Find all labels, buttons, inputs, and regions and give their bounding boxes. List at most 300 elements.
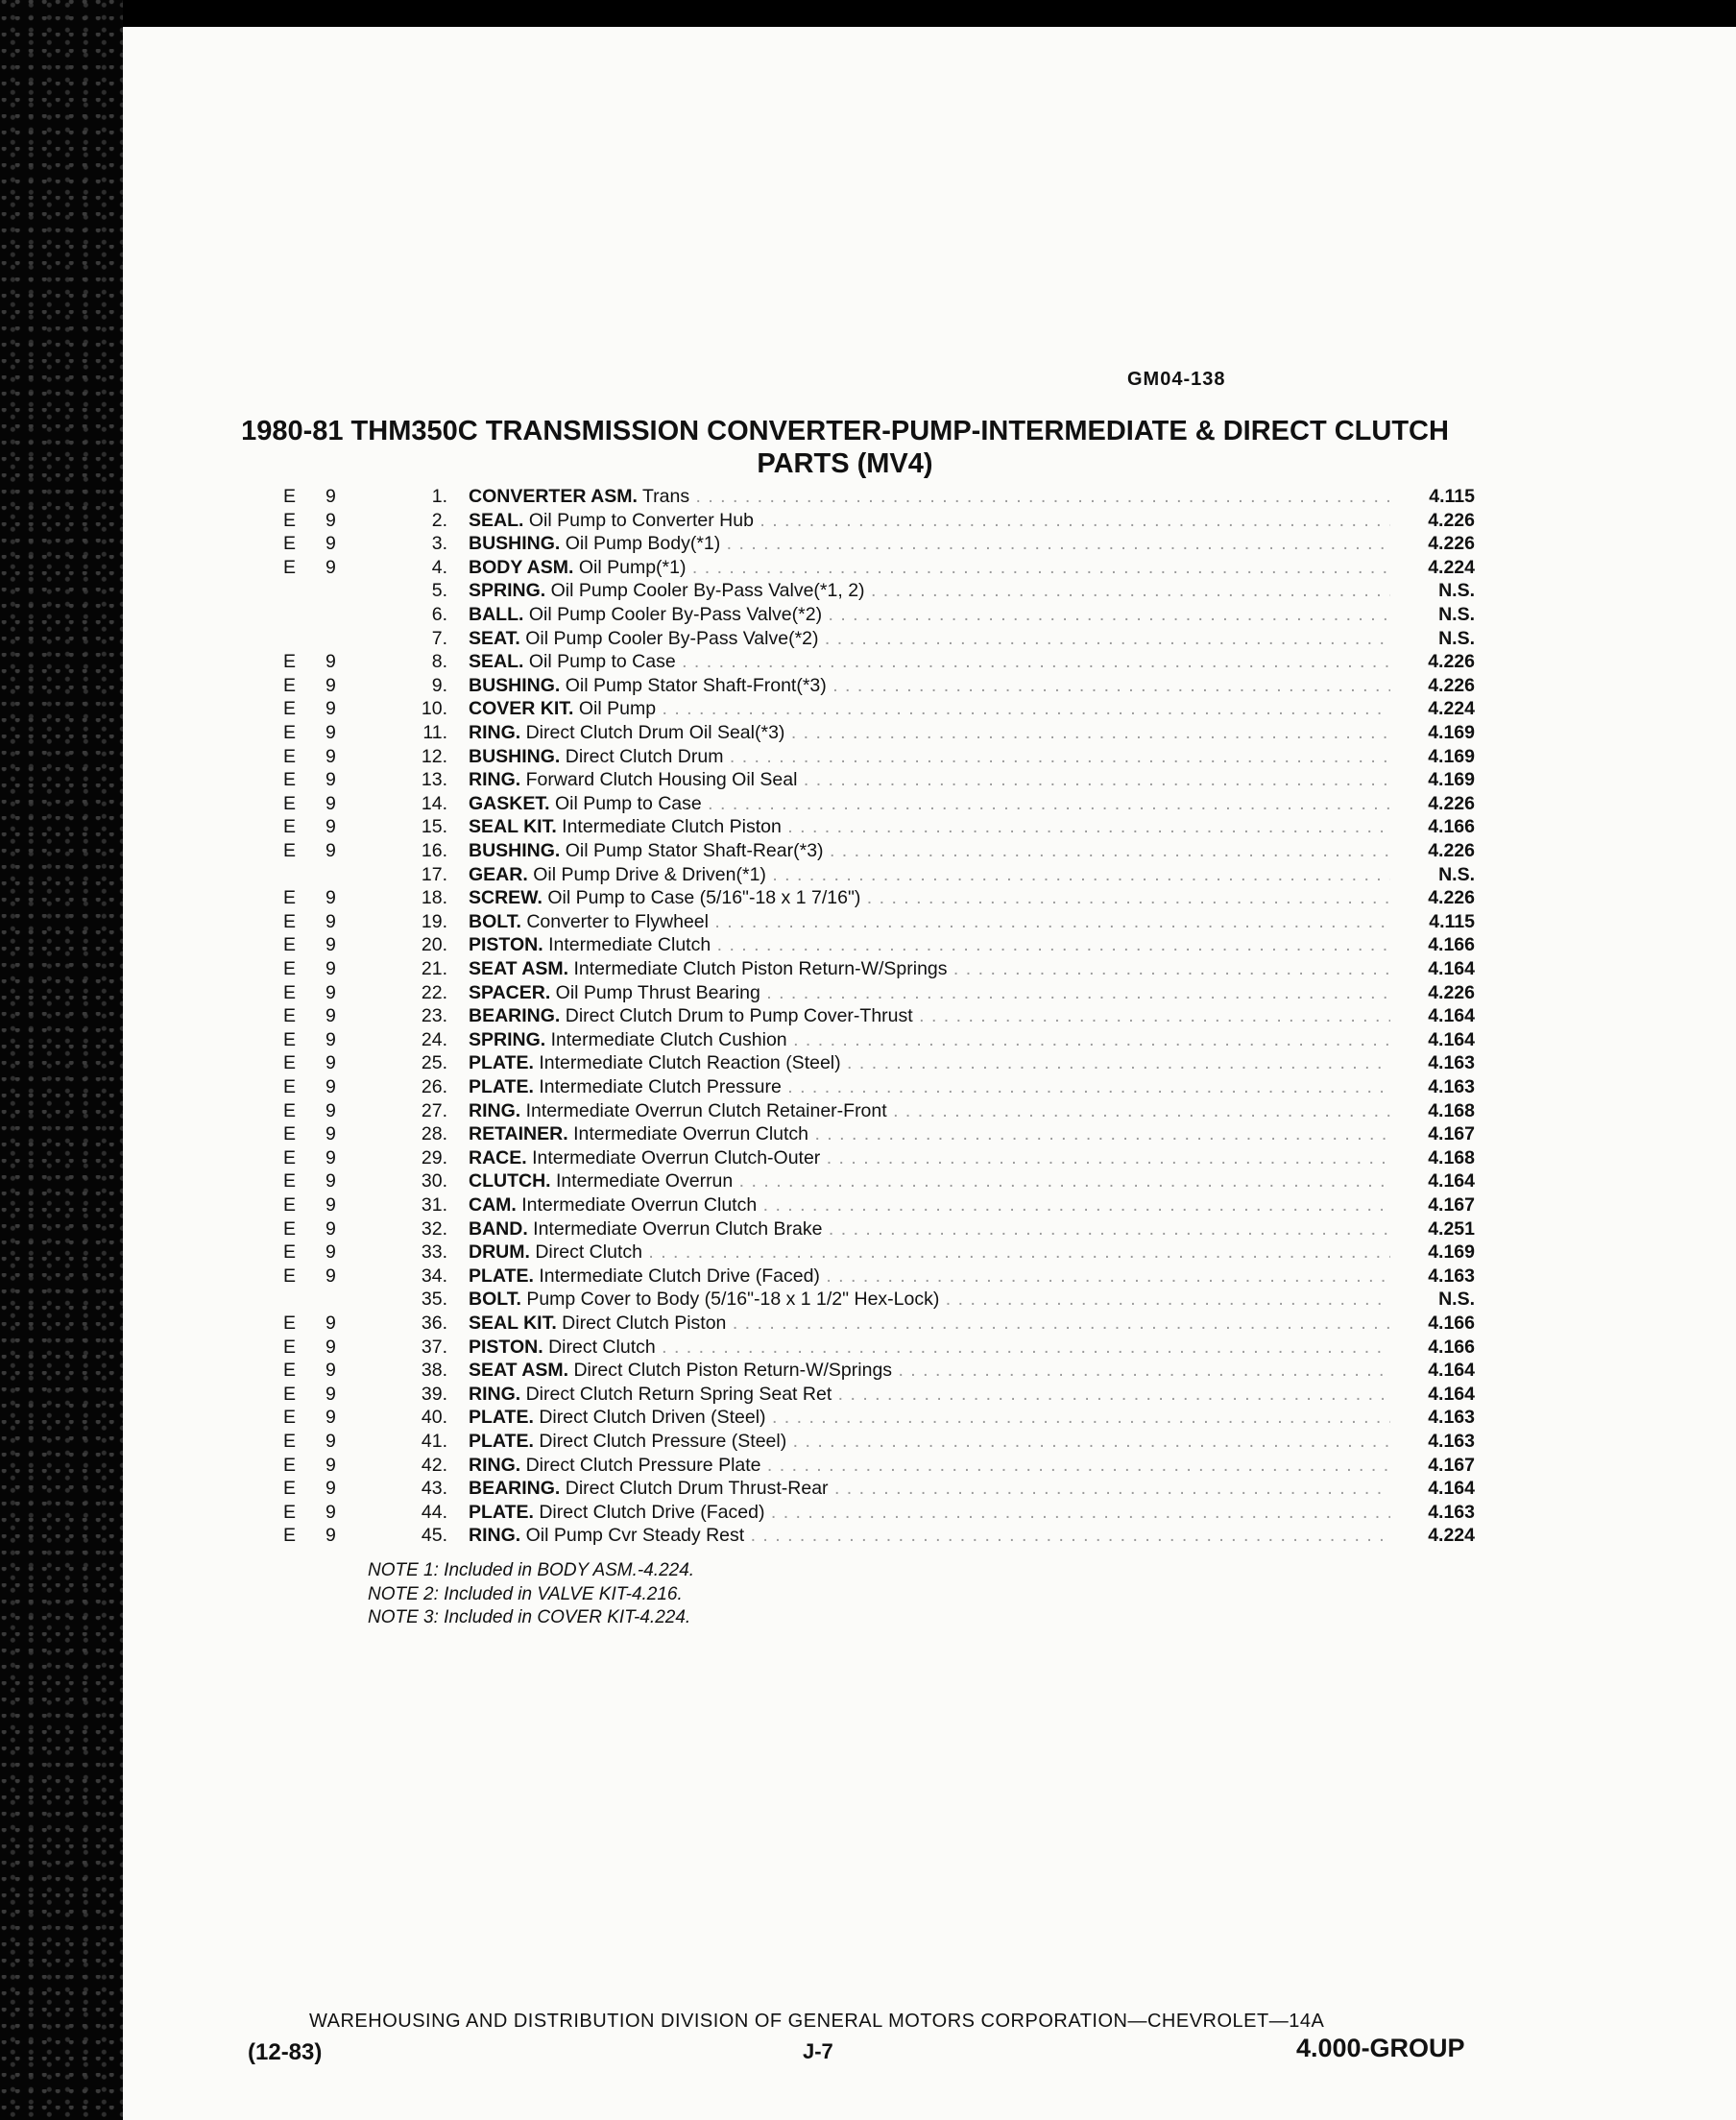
- part-description: [469, 745, 1390, 769]
- note-line: NOTE 3: Included in COVER KIT-4.224.: [368, 1607, 691, 1628]
- list-item: [0, 933, 1736, 957]
- code-letter: E: [283, 1360, 297, 1382]
- reference-number: 4.163: [1428, 1431, 1475, 1452]
- part-description: [469, 1051, 1390, 1075]
- list-item: [0, 1075, 1736, 1099]
- item-number: 32.: [421, 1217, 447, 1240]
- code-digit: 9: [326, 1076, 336, 1097]
- list-item: [0, 1099, 1736, 1123]
- item-number: 27.: [421, 1099, 447, 1121]
- code-digit: 9: [326, 792, 336, 814]
- code-digit: 9: [326, 674, 336, 696]
- part-description: [469, 1430, 1390, 1454]
- scan-border-top: [0, 0, 1736, 27]
- code-digit: 9: [326, 556, 336, 578]
- list-item: [0, 1336, 1736, 1360]
- reference-number: 4.169: [1428, 722, 1475, 743]
- item-number: 26.: [421, 1076, 447, 1097]
- code-letter: E: [283, 1501, 297, 1523]
- part-description: [469, 1312, 1390, 1336]
- item-number: 12.: [421, 745, 447, 767]
- reference-number: N.S.: [1438, 863, 1475, 885]
- part-name: SPRING.: [469, 1028, 546, 1050]
- part-description: [469, 1383, 1390, 1407]
- part-name: BOLT.: [469, 1289, 521, 1311]
- reference-number: 4.226: [1428, 981, 1475, 1003]
- part-detail: Direct Clutch: [548, 1336, 656, 1358]
- code-letter: E: [283, 1028, 297, 1050]
- code-digit: 9: [326, 533, 336, 555]
- part-description: [469, 1122, 1390, 1146]
- item-number: 44.: [421, 1501, 447, 1523]
- item-number: 6.: [431, 604, 447, 625]
- part-detail: Oil Pump Body(*1): [565, 533, 721, 555]
- list-item: [0, 697, 1736, 721]
- item-number: 19.: [421, 910, 447, 932]
- list-item: [0, 1359, 1736, 1383]
- list-item: [0, 1051, 1736, 1075]
- part-name: SPACER.: [469, 981, 551, 1003]
- list-item: [0, 603, 1736, 627]
- part-name: BUSHING.: [469, 674, 561, 696]
- code-digit: 9: [326, 1028, 336, 1050]
- part-description: [469, 1359, 1390, 1383]
- reference-number: 4.169: [1428, 1241, 1475, 1264]
- item-number: 10.: [421, 698, 447, 720]
- item-number: 14.: [421, 792, 447, 814]
- part-name: PLATE.: [469, 1407, 534, 1429]
- part-description: [469, 556, 1390, 580]
- item-number: 43.: [421, 1478, 447, 1500]
- part-detail: Oil Pump Thrust Bearing: [555, 981, 760, 1003]
- part-name: PLATE.: [469, 1431, 534, 1452]
- list-item: [0, 721, 1736, 745]
- part-detail: Intermediate Overrun Clutch: [521, 1194, 758, 1216]
- part-detail: Intermediate Overrun: [556, 1170, 734, 1192]
- part-name: RETAINER.: [469, 1123, 568, 1145]
- reference-number: 4.164: [1428, 1360, 1475, 1382]
- part-detail: Direct Clutch Drum Thrust-Rear: [565, 1478, 829, 1500]
- code-digit: 9: [326, 1217, 336, 1240]
- reference-number: 4.169: [1428, 745, 1475, 767]
- part-name: BOLT.: [469, 910, 521, 932]
- list-item: [0, 1288, 1736, 1312]
- code-letter: E: [283, 1170, 297, 1192]
- list-item: [0, 1004, 1736, 1028]
- code-letter: E: [283, 958, 297, 979]
- code-letter: E: [283, 816, 297, 838]
- item-number: 29.: [421, 1146, 447, 1168]
- part-detail: Direct Clutch Piston: [562, 1313, 727, 1334]
- part-detail: Forward Clutch Housing Oil Seal: [525, 769, 798, 791]
- code-letter: E: [283, 1383, 297, 1405]
- part-description: [469, 1193, 1390, 1217]
- part-name: BUSHING.: [469, 533, 561, 555]
- item-number: 36.: [421, 1313, 447, 1334]
- reference-number: 4.164: [1428, 1478, 1475, 1500]
- part-detail: Oil Pump to Case: [554, 792, 702, 814]
- item-number: 9.: [431, 674, 447, 696]
- part-name: CLUTCH.: [469, 1170, 551, 1192]
- list-item: [0, 745, 1736, 769]
- part-name: PISTON.: [469, 1336, 543, 1358]
- item-number: 33.: [421, 1241, 447, 1264]
- item-number: 3.: [431, 533, 447, 555]
- title-line-1: 1980-81 THM350C TRANSMISSION CONVERTER-PUMP-INTERMEDIATE & DIRECT CLUTCH: [241, 416, 1449, 446]
- code-letter: E: [283, 910, 297, 932]
- item-number: 37.: [421, 1336, 447, 1358]
- reference-number: 4.164: [1428, 1383, 1475, 1405]
- reference-number: 4.226: [1428, 840, 1475, 861]
- part-name: BUSHING.: [469, 745, 561, 767]
- list-item: [0, 981, 1736, 1005]
- part-detail: Oil Pump to Case (5/16"-18 x 1 7/16"): [547, 887, 861, 909]
- code-letter: E: [283, 1099, 297, 1121]
- part-detail: Direct Clutch Pressure (Steel): [539, 1431, 787, 1452]
- reference-number: 4.167: [1428, 1123, 1475, 1145]
- item-number: 40.: [421, 1407, 447, 1429]
- item-number: 30.: [421, 1170, 447, 1192]
- list-item: [0, 910, 1736, 934]
- code-letter: E: [283, 1005, 297, 1027]
- code-letter: E: [283, 1431, 297, 1452]
- part-detail: Direct Clutch Piston Return-W/Springs: [573, 1360, 893, 1382]
- part-description: [469, 1217, 1390, 1241]
- list-item: [0, 1524, 1736, 1548]
- part-description: [469, 863, 1390, 887]
- code-letter: E: [283, 840, 297, 861]
- code-letter: E: [283, 556, 297, 578]
- part-name: BODY ASM.: [469, 556, 574, 578]
- part-description: [469, 957, 1390, 981]
- part-detail: Oil Pump Stator Shaft-Front(*3): [565, 674, 827, 696]
- part-name: BALL.: [469, 604, 524, 625]
- item-number: 2.: [431, 509, 447, 531]
- code-letter: E: [283, 722, 297, 743]
- code-digit: 9: [326, 1265, 336, 1287]
- item-number: 21.: [421, 958, 447, 979]
- reference-number: N.S.: [1438, 580, 1475, 602]
- part-name: PLATE.: [469, 1265, 534, 1287]
- list-item: [0, 815, 1736, 839]
- reference-number: 4.224: [1428, 556, 1475, 578]
- item-number: 4.: [431, 556, 447, 578]
- code-digit: 9: [326, 1170, 336, 1192]
- part-name: BEARING.: [469, 1005, 561, 1027]
- part-name: COVER KIT.: [469, 698, 574, 720]
- part-detail: Direct Clutch Drum to Pump Cover-Thrust: [565, 1005, 913, 1027]
- code-digit: 9: [326, 981, 336, 1003]
- page-title: [173, 415, 1517, 480]
- part-description: [469, 1169, 1390, 1193]
- item-number: 15.: [421, 816, 447, 838]
- footer-division: WAREHOUSING AND DISTRIBUTION DIVISION OF GENERAL MOTORS CORPORATION—CHEVROLET—14A: [309, 2011, 1325, 2032]
- part-detail: Converter to Flywheel: [526, 910, 709, 932]
- code-digit: 9: [326, 1146, 336, 1168]
- part-description: [469, 910, 1390, 934]
- list-item: [0, 1454, 1736, 1478]
- list-item: [0, 509, 1736, 533]
- item-number: 24.: [421, 1028, 447, 1050]
- reference-number: 4.224: [1428, 698, 1475, 720]
- code-letter: E: [283, 1217, 297, 1240]
- part-name: SEAT ASM.: [469, 958, 569, 979]
- item-number: 39.: [421, 1383, 447, 1405]
- code-letter: E: [283, 1052, 297, 1074]
- code-digit: 9: [326, 910, 336, 932]
- code-digit: 9: [326, 1336, 336, 1358]
- part-description: [469, 1454, 1390, 1478]
- code-digit: 9: [326, 1501, 336, 1523]
- part-description: [469, 839, 1390, 863]
- code-digit: 9: [326, 887, 336, 909]
- part-name: PLATE.: [469, 1076, 534, 1097]
- item-number: 18.: [421, 887, 447, 909]
- code-letter: E: [283, 533, 297, 555]
- part-detail: Oil Pump: [578, 698, 657, 720]
- part-detail: Direct Clutch Drum: [565, 745, 724, 767]
- code-letter: E: [283, 1407, 297, 1429]
- reference-number: 4.163: [1428, 1407, 1475, 1429]
- part-detail: Intermediate Overrun Clutch: [573, 1123, 809, 1145]
- code-letter: E: [283, 486, 297, 507]
- reference-number: 4.226: [1428, 509, 1475, 531]
- reference-number: 4.164: [1428, 1170, 1475, 1192]
- reference-number: 4.164: [1428, 1028, 1475, 1050]
- item-number: 25.: [421, 1052, 447, 1074]
- item-number: 20.: [421, 934, 447, 956]
- part-description: [469, 1004, 1390, 1028]
- code-digit: 9: [326, 1241, 336, 1264]
- part-description: [469, 650, 1390, 674]
- code-letter: E: [283, 1454, 297, 1476]
- reference-number: N.S.: [1438, 604, 1475, 625]
- item-number: 38.: [421, 1360, 447, 1382]
- list-item: [0, 863, 1736, 887]
- part-name: PLATE.: [469, 1501, 534, 1523]
- item-number: 31.: [421, 1194, 447, 1216]
- part-description: [469, 485, 1390, 509]
- code-digit: 9: [326, 486, 336, 507]
- code-digit: 9: [326, 698, 336, 720]
- list-item: [0, 886, 1736, 910]
- reference-number: 4.167: [1428, 1454, 1475, 1476]
- reference-number: 4.226: [1428, 533, 1475, 555]
- reference-number: 4.164: [1428, 1005, 1475, 1027]
- list-item: [0, 485, 1736, 509]
- part-description: [469, 1265, 1390, 1289]
- part-name: SCREW.: [469, 887, 542, 909]
- code-digit: 9: [326, 934, 336, 956]
- part-description: [469, 768, 1390, 792]
- item-number: 7.: [431, 627, 447, 649]
- part-detail: Direct Clutch Return Spring Seat Ret: [525, 1383, 832, 1405]
- part-detail: Intermediate Clutch: [548, 934, 711, 956]
- reference-number: 4.164: [1428, 958, 1475, 979]
- reference-number: 4.115: [1429, 486, 1475, 507]
- item-number: 11.: [422, 722, 447, 743]
- item-number: 34.: [421, 1265, 447, 1287]
- part-description: [469, 1099, 1390, 1123]
- reference-number: 4.163: [1428, 1265, 1475, 1287]
- part-description: [469, 1406, 1390, 1430]
- reference-number: 4.226: [1428, 651, 1475, 673]
- code-digit: 9: [326, 722, 336, 743]
- list-item: [0, 579, 1736, 603]
- code-digit: 9: [326, 816, 336, 838]
- item-number: 22.: [421, 981, 447, 1003]
- code-digit: 9: [326, 1431, 336, 1452]
- part-description: [469, 1336, 1390, 1360]
- list-item: [0, 1312, 1736, 1336]
- reference-number: 4.166: [1428, 816, 1475, 838]
- list-item: [0, 532, 1736, 556]
- code-letter: E: [283, 1241, 297, 1264]
- part-detail: Intermediate Clutch Pressure: [539, 1076, 782, 1097]
- part-detail: Intermediate Clutch Drive (Faced): [539, 1265, 820, 1287]
- code-digit: 9: [326, 651, 336, 673]
- part-description: [469, 674, 1390, 698]
- code-letter: E: [283, 769, 297, 791]
- part-description: [469, 1477, 1390, 1501]
- code-letter: E: [283, 792, 297, 814]
- part-name: SEAL.: [469, 509, 524, 531]
- part-detail: Oil Pump to Case: [528, 651, 676, 673]
- code-letter: E: [283, 1146, 297, 1168]
- reference-number: N.S.: [1438, 1289, 1475, 1311]
- part-description: [469, 886, 1390, 910]
- code-digit: 9: [326, 1383, 336, 1405]
- code-digit: 9: [326, 1194, 336, 1216]
- code-letter: E: [283, 1525, 297, 1547]
- code-letter: E: [283, 1123, 297, 1145]
- list-item: [0, 556, 1736, 580]
- part-name: BAND.: [469, 1217, 528, 1240]
- list-item: [0, 627, 1736, 651]
- reference-number: 4.163: [1428, 1501, 1475, 1523]
- reference-number: 4.226: [1428, 792, 1475, 814]
- part-description: [469, 1146, 1390, 1170]
- list-item: [0, 1383, 1736, 1407]
- item-number: 28.: [421, 1123, 447, 1145]
- item-number: 8.: [431, 651, 447, 673]
- part-description: [469, 721, 1390, 745]
- part-detail: Direct Clutch: [535, 1241, 642, 1264]
- part-description: [469, 579, 1390, 603]
- part-detail: Oil Pump to Converter Hub: [528, 509, 754, 531]
- part-name: RACE.: [469, 1146, 527, 1168]
- code-letter: E: [283, 1194, 297, 1216]
- reference-number: 4.169: [1428, 769, 1475, 791]
- part-detail: Direct Clutch Drum Oil Seal(*3): [525, 722, 785, 743]
- code-digit: 9: [326, 745, 336, 767]
- code-letter: E: [283, 1076, 297, 1097]
- part-detail: Intermediate Overrun Clutch Retainer-Front: [525, 1099, 887, 1121]
- part-name: GASKET.: [469, 792, 550, 814]
- part-detail: Oil Pump(*1): [578, 556, 687, 578]
- list-item: [0, 1217, 1736, 1241]
- part-detail: Direct Clutch Driven (Steel): [539, 1407, 766, 1429]
- footer-date: (12-83): [248, 2039, 323, 2065]
- part-detail: Intermediate Overrun Clutch Brake: [533, 1217, 823, 1240]
- code-letter: E: [283, 1265, 297, 1287]
- code-letter: E: [283, 509, 297, 531]
- part-name: SPRING.: [469, 580, 546, 602]
- part-description: [469, 697, 1390, 721]
- code-letter: E: [283, 745, 297, 767]
- reference-number: 4.163: [1428, 1052, 1475, 1074]
- part-description: [469, 1524, 1390, 1548]
- list-item: [0, 839, 1736, 863]
- code-letter: E: [283, 1336, 297, 1358]
- note-line: NOTE 2: Included in VALVE KIT-4.216.: [368, 1583, 683, 1604]
- part-detail: Oil Pump Drive & Driven(*1): [533, 863, 766, 885]
- part-name: RING.: [469, 769, 521, 791]
- part-name: BUSHING.: [469, 840, 561, 861]
- part-detail: Intermediate Clutch Reaction (Steel): [539, 1052, 841, 1074]
- item-number: 45.: [421, 1525, 447, 1547]
- part-name: RING.: [469, 722, 521, 743]
- item-number: 35.: [421, 1289, 447, 1311]
- part-name: CAM.: [469, 1194, 517, 1216]
- part-name: DRUM.: [469, 1241, 530, 1264]
- part-description: [469, 1241, 1390, 1265]
- part-detail: Trans: [641, 486, 690, 507]
- part-detail: Intermediate Overrun Clutch-Outer: [532, 1146, 821, 1168]
- part-description: [469, 1028, 1390, 1052]
- part-name: CONVERTER ASM.: [469, 486, 638, 507]
- list-item: [0, 1146, 1736, 1170]
- code-letter: E: [283, 651, 297, 673]
- part-detail: Oil Pump Cooler By-Pass Valve(*2): [525, 627, 819, 649]
- list-item: [0, 674, 1736, 698]
- reference-number: 4.251: [1428, 1217, 1475, 1240]
- part-description: [469, 532, 1390, 556]
- item-number: 23.: [421, 1005, 447, 1027]
- list-item: [0, 768, 1736, 792]
- code-digit: 9: [326, 1360, 336, 1382]
- list-item: [0, 1122, 1736, 1146]
- part-detail: Pump Cover to Body (5/16"-18 x 1 1/2" Hex-Lock): [526, 1289, 940, 1311]
- part-name: GEAR.: [469, 863, 528, 885]
- reference-number: 4.115: [1429, 910, 1475, 932]
- part-name: SEAT ASM.: [469, 1360, 569, 1382]
- reference-number: 4.168: [1428, 1146, 1475, 1168]
- part-name: SEAL KIT.: [469, 1313, 557, 1334]
- part-description: [469, 1288, 1390, 1312]
- part-description: [469, 933, 1390, 957]
- part-description: [469, 981, 1390, 1005]
- code-digit: 9: [326, 1099, 336, 1121]
- code-digit: 9: [326, 1052, 336, 1074]
- note-line: NOTE 1: Included in BODY ASM.-4.224.: [368, 1560, 695, 1580]
- list-item: [0, 957, 1736, 981]
- code-digit: 9: [326, 1525, 336, 1547]
- code-digit: 9: [326, 1123, 336, 1145]
- part-detail: Intermediate Clutch Piston: [562, 816, 782, 838]
- part-description: [469, 627, 1390, 651]
- code-letter: E: [283, 887, 297, 909]
- list-item: [0, 1028, 1736, 1052]
- part-name: PISTON.: [469, 934, 543, 956]
- reference-number: 4.226: [1428, 674, 1475, 696]
- part-detail: Direct Clutch Pressure Plate: [525, 1454, 761, 1476]
- part-description: [469, 1501, 1390, 1525]
- list-item: [0, 1477, 1736, 1501]
- code-digit: 9: [326, 1005, 336, 1027]
- code-letter: E: [283, 981, 297, 1003]
- part-name: SEAL KIT.: [469, 816, 557, 838]
